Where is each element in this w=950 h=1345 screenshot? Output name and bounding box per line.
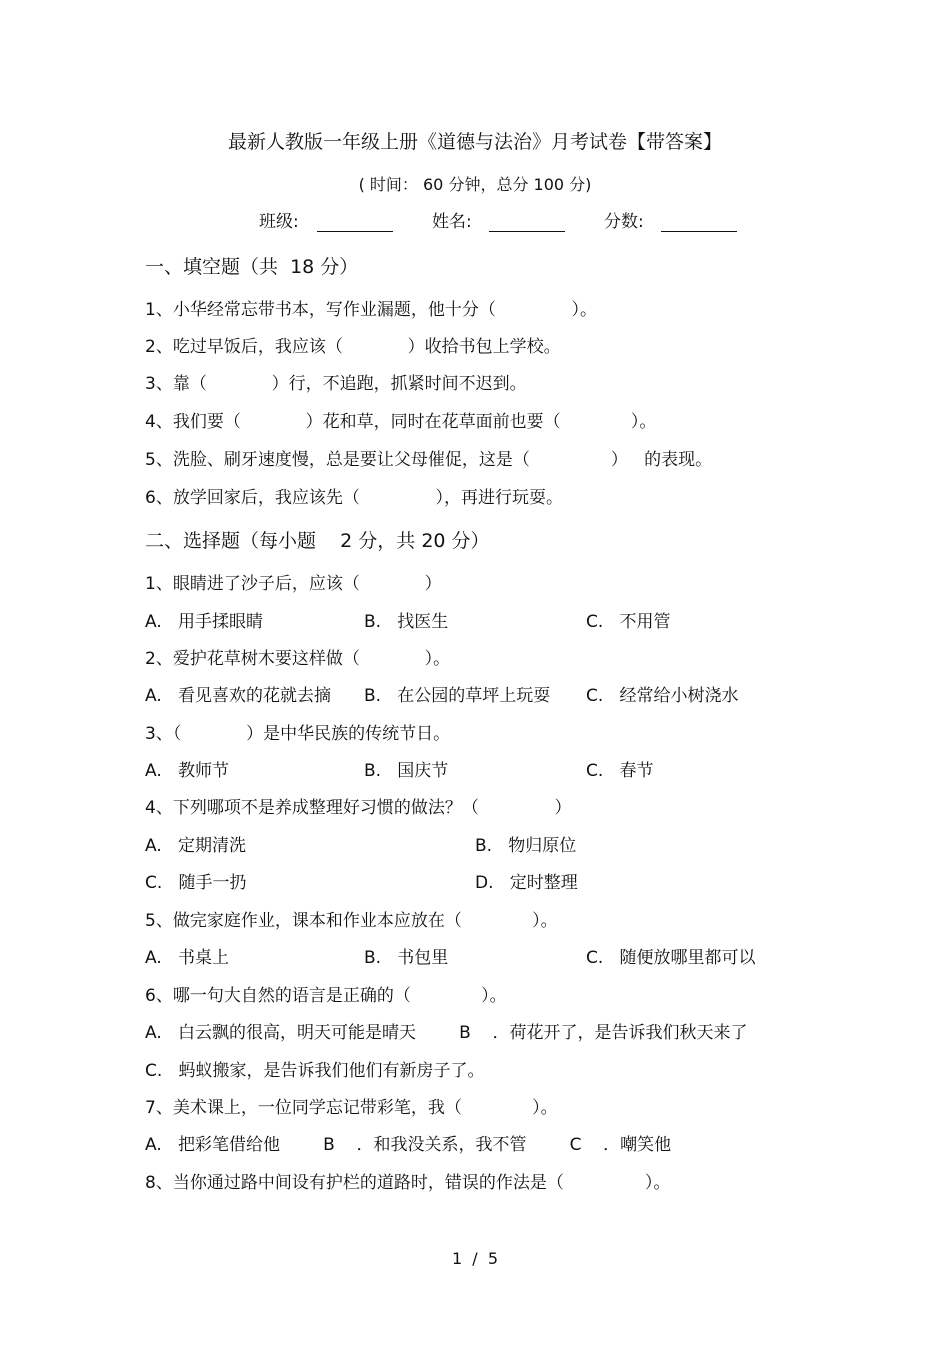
choice-1-option-c: C. 不用管 — [586, 612, 671, 632]
score-label: 分数: — [604, 212, 644, 232]
class-blank[interactable] — [317, 231, 393, 232]
page-title: 最新人教版一年级上册《道德与法治》月考试卷【带答案】 — [227, 131, 722, 153]
choice-4-option-d: D. 定时整理 — [475, 873, 578, 893]
section1-heading: 一、填空题（共 18 分） — [145, 256, 359, 278]
choice-5-option-c: C. 随便放哪里都可以 — [586, 948, 756, 968]
choice-question-3: 3、（ ）是中华民族的传统节日。 — [145, 724, 451, 744]
choice-7-options: A. 把彩笔借给他 B ．和我没关系，我不管 C ．嘲笑他 — [145, 1135, 672, 1155]
fill-question-1: 1、小华经常忘带书本，写作业漏题，他十分（ ）。 — [145, 300, 597, 320]
choice-question-2: 2、爱护花草树木要这样做（ ）。 — [145, 649, 451, 669]
choice-2-option-c: C. 经常给小树浇水 — [586, 686, 739, 706]
choice-1-option-b: B. 找医生 — [364, 612, 449, 632]
fill-question-5: 5、洗脸、刷牙速度慢，总是要让父母催促，这是（ ） 的表现。 — [145, 450, 713, 470]
choice-4-option-b: B. 物归原位 — [475, 836, 577, 856]
choice-question-5: 5、做完家庭作业，课本和作业本应放在（ ）。 — [145, 911, 558, 931]
page-number: 1 / 5 — [451, 1249, 499, 1268]
class-label: 班级: — [259, 212, 299, 232]
choice-2-option-a: A. 看见喜欢的花就去摘 — [145, 686, 331, 706]
fill-question-4: 4、我们要（ ）花和草，同时在花草面前也要（ ）。 — [145, 412, 657, 432]
choice-3-option-c: C. 春节 — [586, 761, 654, 781]
choice-2-option-b: B. 在公园的草坪上玩耍 — [364, 686, 551, 706]
choice-4-option-c: C. 随手一扔 — [145, 873, 247, 893]
choice-3-option-a: A. 教师节 — [145, 761, 229, 781]
choice-1-option-a: A. 用手揉眼睛 — [145, 612, 263, 632]
score-blank[interactable] — [661, 231, 737, 232]
choice-6-option-c: C. 蚂蚁搬家，是告诉我们他们有新房子了。 — [145, 1061, 485, 1081]
choice-question-1: 1、眼睛进了沙子后，应该（ ） — [145, 574, 442, 594]
name-blank[interactable] — [489, 231, 565, 232]
section2-heading: 二、选择题（每小题 2 分，共 20 分） — [145, 530, 490, 552]
choice-3-option-b: B. 国庆节 — [364, 761, 449, 781]
exam-info: ( 时间： 60 分钟，总分 100 分) — [358, 175, 592, 194]
name-label: 姓名: — [432, 212, 472, 232]
choice-5-option-a: A. 书桌上 — [145, 948, 229, 968]
choice-6-options-ab: A. 白云飘的很高，明天可能是晴天 B ．荷花开了，是告诉我们秋天来了 — [145, 1023, 748, 1043]
choice-question-6: 6、哪一句大自然的语言是正确的（ ）。 — [145, 986, 507, 1006]
fill-question-2: 2、吃过早饭后，我应该（ ）收拾书包上学校。 — [145, 337, 561, 357]
fill-question-6: 6、放学回家后，我应该先（ ），再进行玩耍。 — [145, 488, 563, 508]
choice-question-7: 7、美术课上，一位同学忘记带彩笔，我（ ）。 — [145, 1098, 558, 1118]
fill-question-3: 3、靠（ ）行，不追跑，抓紧时间不迟到。 — [145, 374, 527, 394]
choice-5-option-b: B. 书包里 — [364, 948, 449, 968]
choice-question-8: 8、当你通过路中间设有护栏的道路时，错误的作法是（ ）。 — [145, 1173, 671, 1193]
choice-question-4: 4、下列哪项不是养成整理好习惯的做法？（ ） — [145, 798, 572, 818]
choice-4-option-a: A. 定期清洗 — [145, 836, 246, 856]
